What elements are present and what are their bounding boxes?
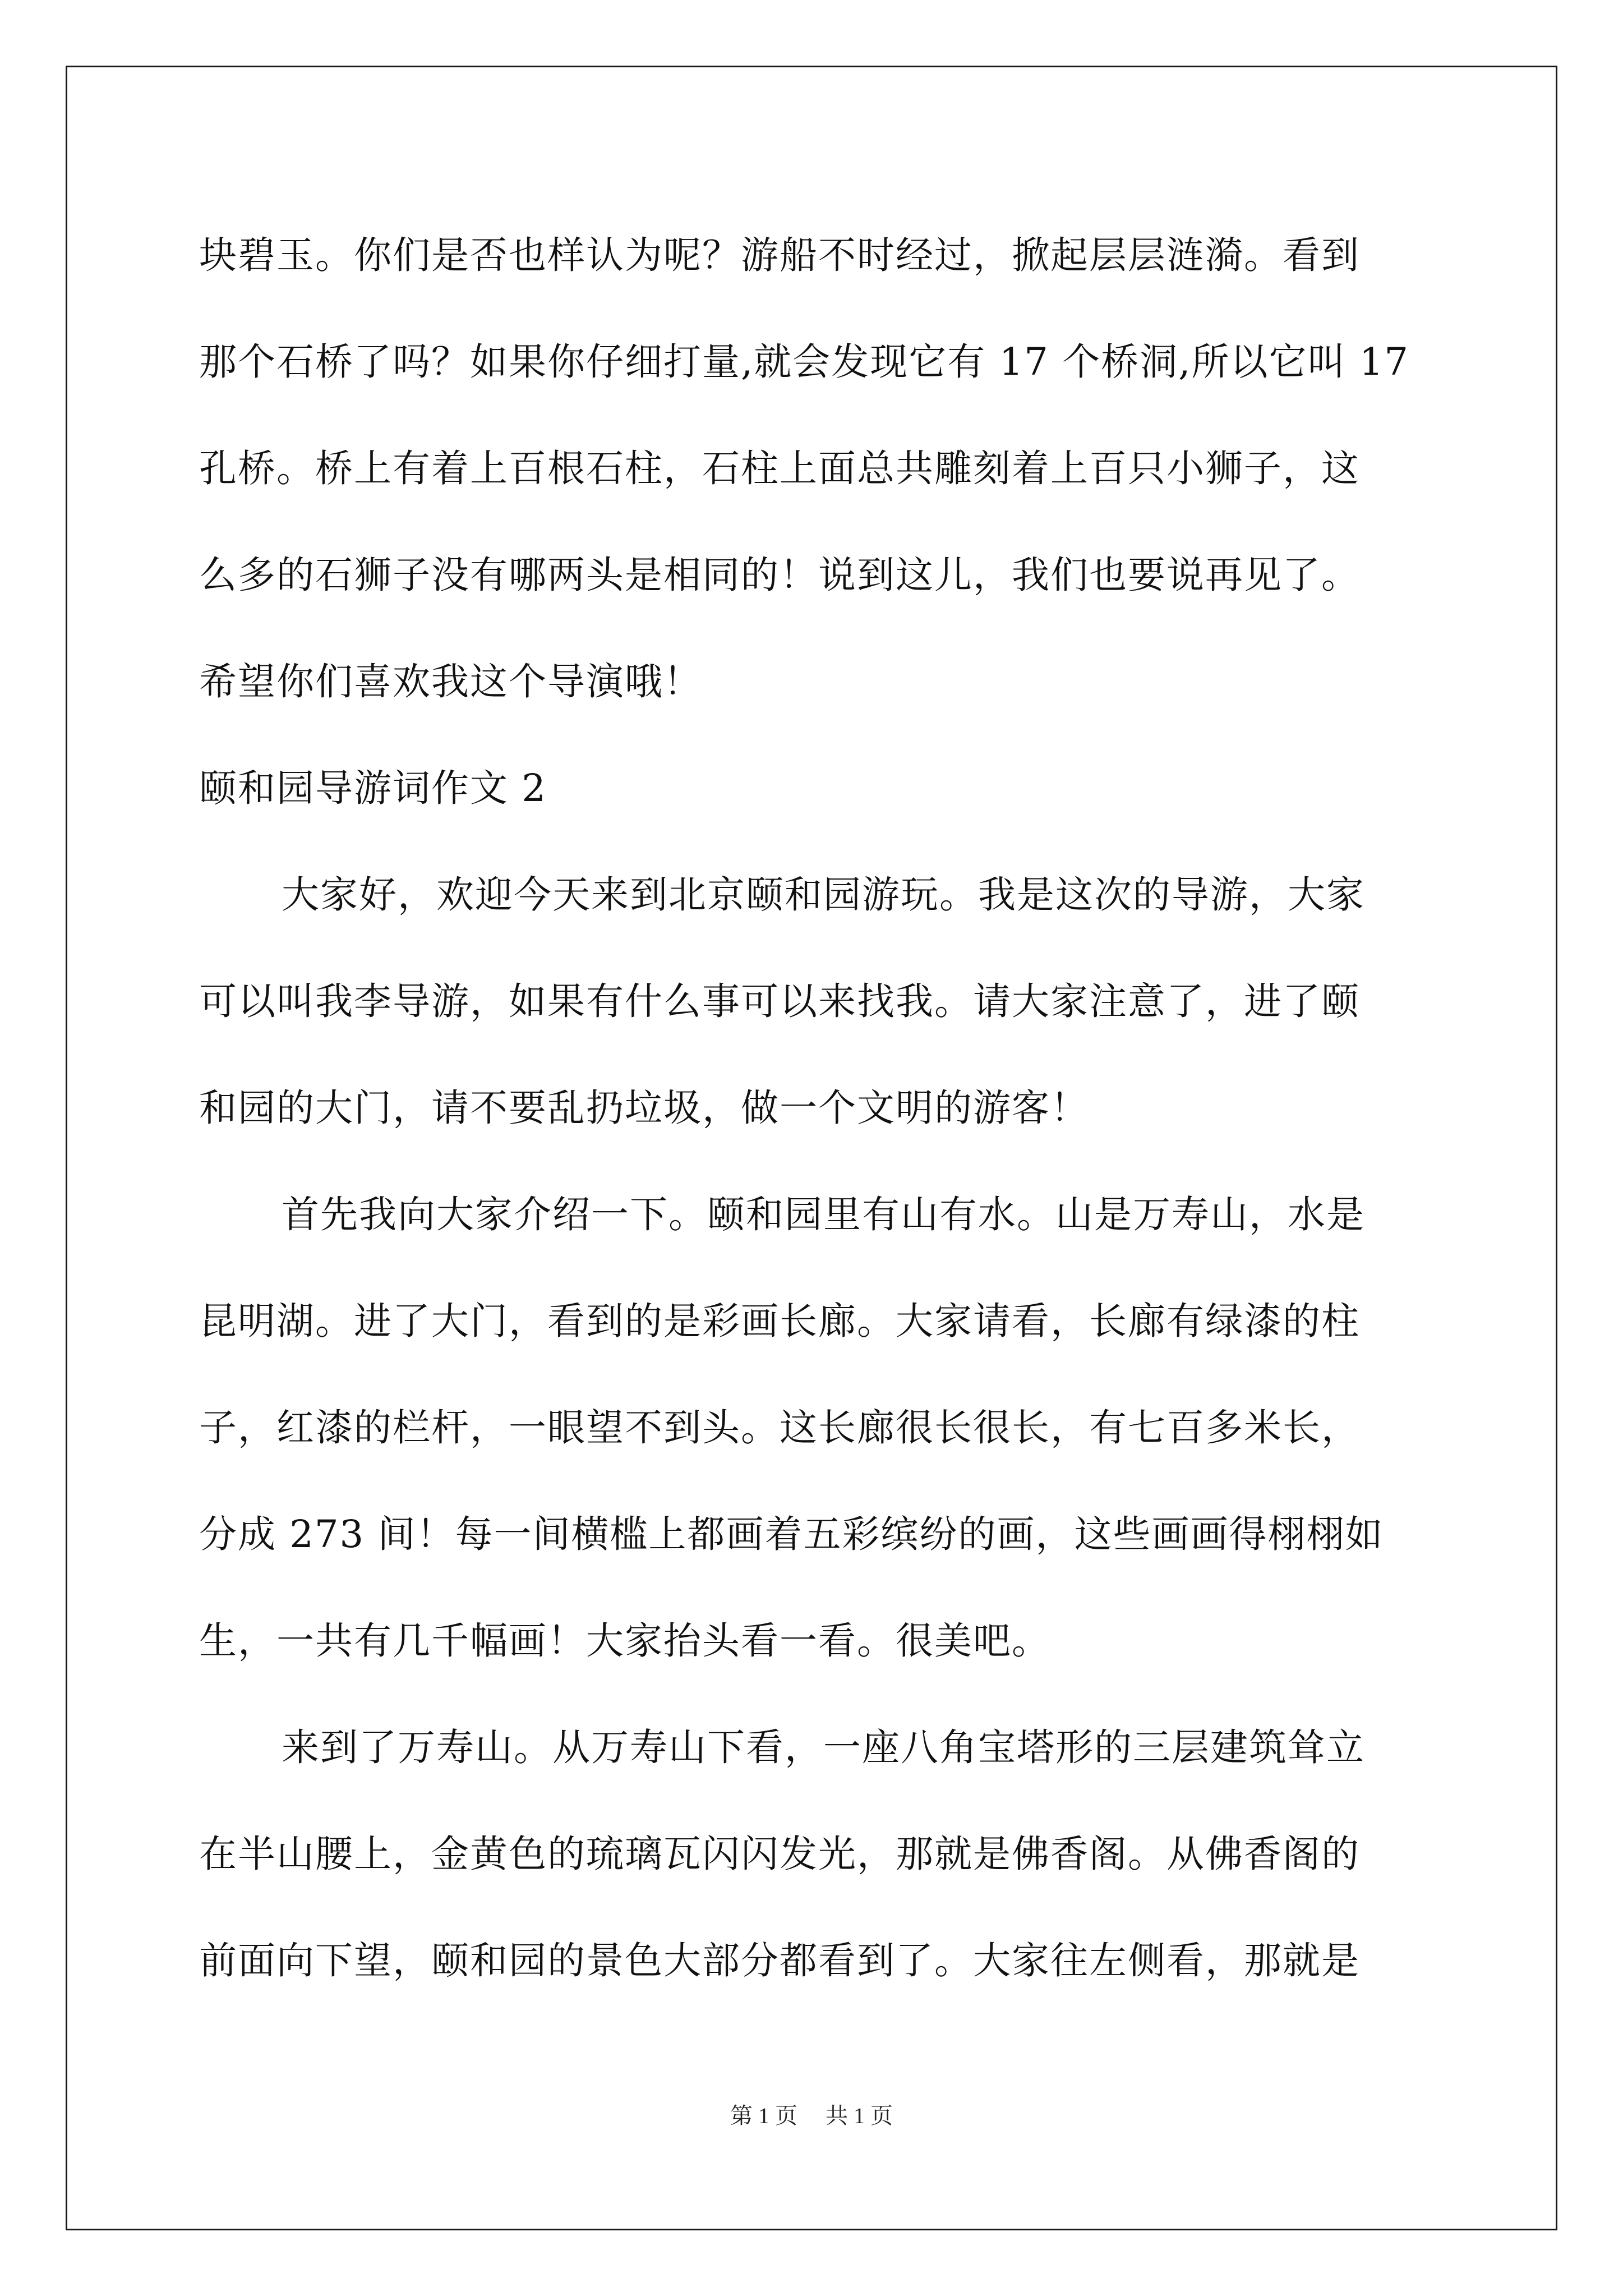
document-body <box>199 202 1433 2014</box>
text-line: 昆明湖。进了大门，看到的是彩画长廊。大家请看，长廊有绿漆的柱 <box>199 1299 1360 1343</box>
text-line: 块碧玉。你们是否也样认为呢？游船不时经过，掀起层层涟漪。看到 <box>199 233 1360 277</box>
text-line: 首先我向大家介绍一下。颐和园里有山有水。山是万寿山，水是 <box>282 1193 1365 1236</box>
text-line: 生，一共有几千幅画！大家抬头看一看。很美吧。 <box>199 1619 1050 1663</box>
page-number-current: 第 1 页 <box>730 2103 797 2128</box>
text-line: 大家好，欢迎今天来到北京颐和园游玩。我是这次的导游，大家 <box>282 873 1365 917</box>
text-line: 那个石桥了吗？如果你仔细打量,就会发现它有 17 个桥洞,所以它叫 17 <box>199 340 1409 384</box>
text-line: 在半山腰上，金黄色的琉璃瓦闪闪发光，那就是佛香阁。从佛香阁的 <box>199 1832 1360 1876</box>
text-line: 可以叫我李导游，如果有什么事可以来找我。请大家注意了，进了颐 <box>199 979 1360 1023</box>
text-line: 分成 273 间！每一间横槛上都画着五彩缤纷的画，这些画画得栩栩如 <box>199 1512 1384 1556</box>
text-line: 前面向下望，颐和园的景色大部分都看到了。大家往左侧看，那就是 <box>199 1939 1360 1982</box>
section-heading: 颐和园导游词作文 2 <box>199 766 547 810</box>
text-line: 子，红漆的栏杆，一眼望不到头。这长廊很长很长，有七百多米长， <box>199 1406 1360 1450</box>
page-footer <box>0 2098 1623 2130</box>
text-line: 和园的大门，请不要乱扔垃圾，做一个文明的游客！ <box>199 1086 1089 1130</box>
page-number-total: 共 1 页 <box>826 2103 893 2128</box>
text-line: 孔桥。桥上有着上百根石柱，石柱上面总共雕刻着上百只小狮子，这 <box>199 447 1360 490</box>
text-line: 希望你们喜欢我这个导演哦！ <box>199 660 702 703</box>
text-line: 来到了万寿山。从万寿山下看，一座八角宝塔形的三层建筑耸立 <box>282 1726 1365 1769</box>
text-line: 么多的石狮子没有哪两头是相同的！说到这儿，我们也要说再见了。 <box>199 553 1360 597</box>
